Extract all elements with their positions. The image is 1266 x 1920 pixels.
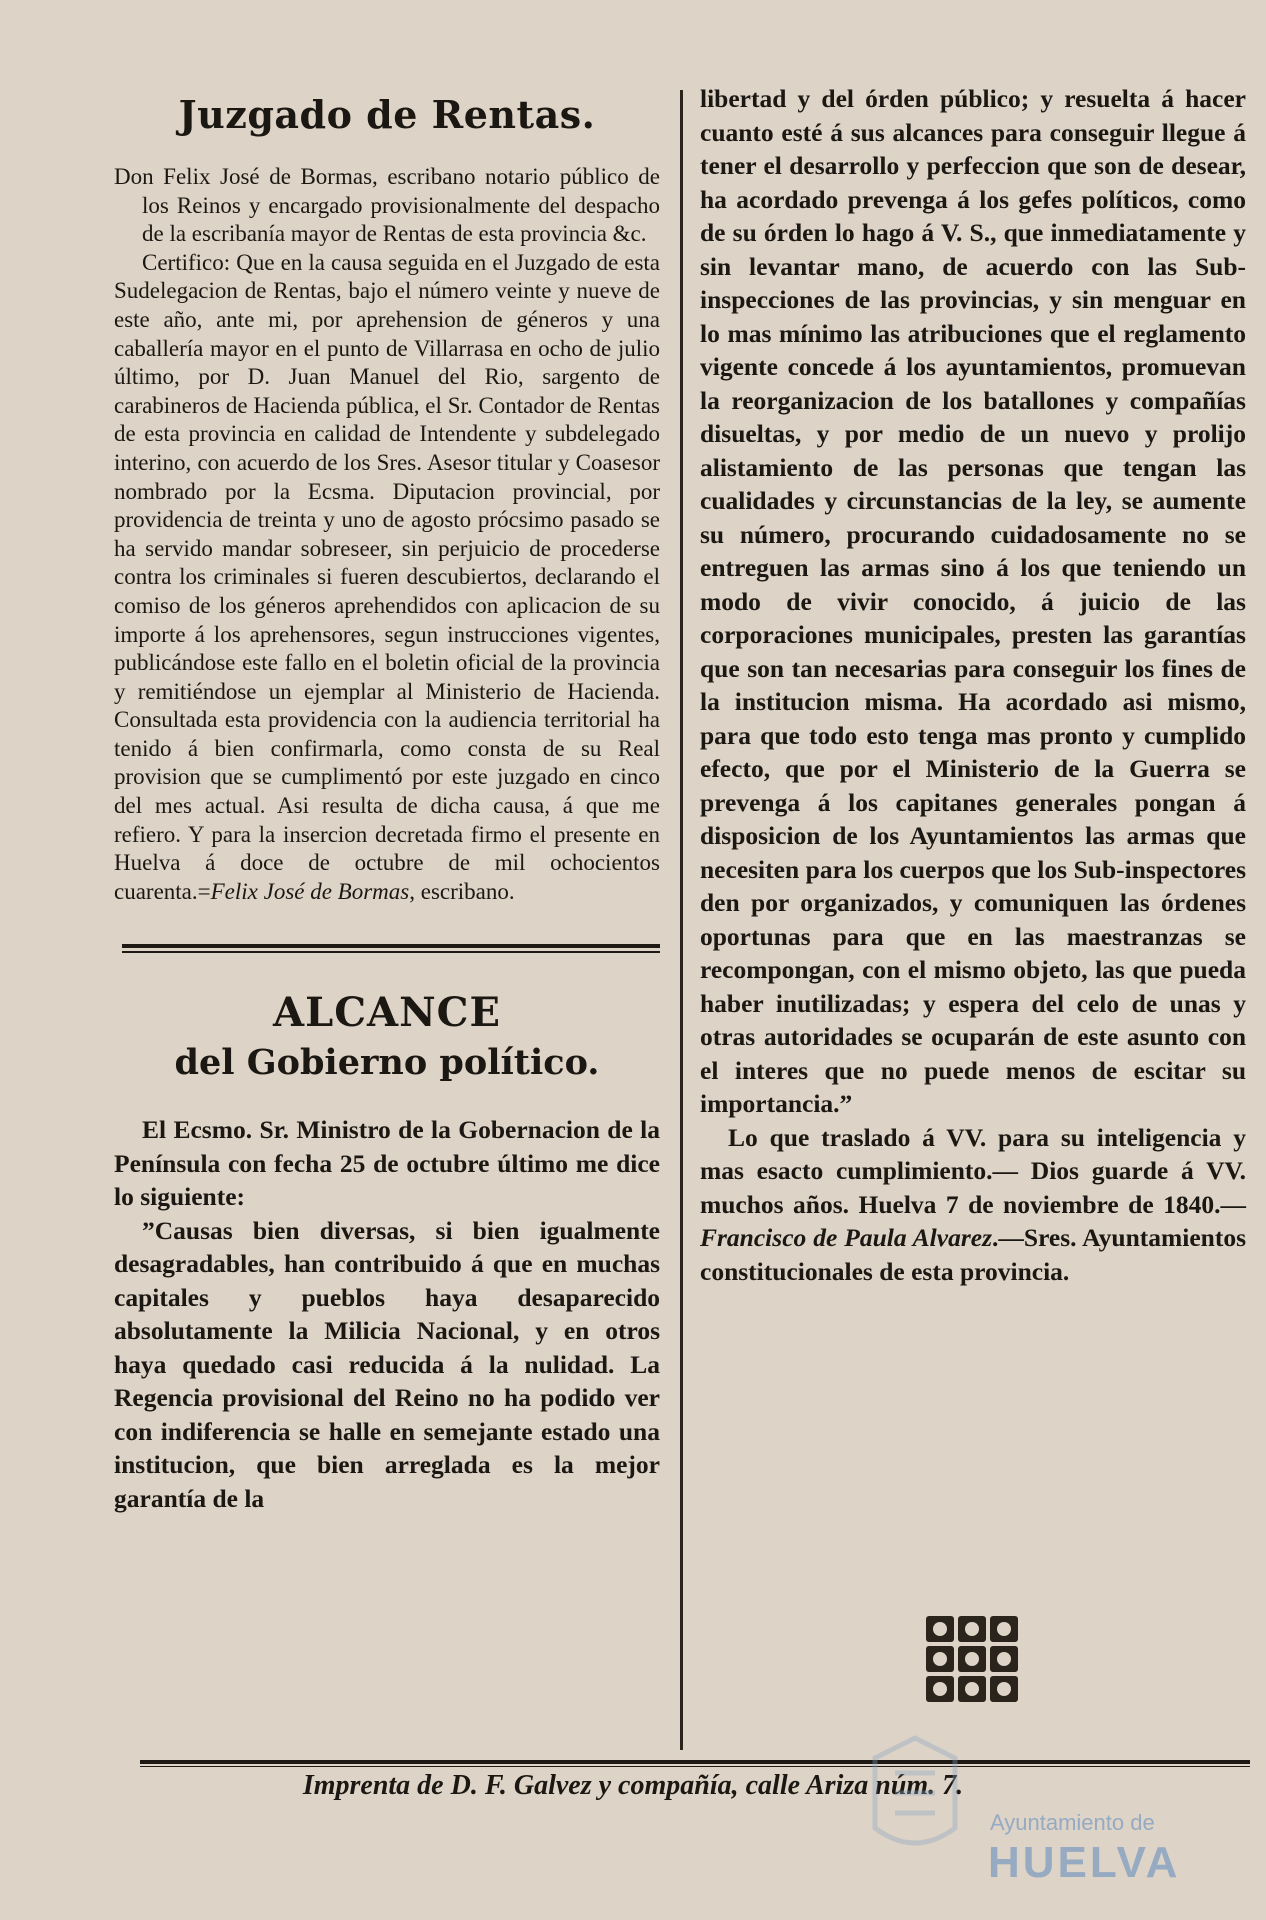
paragraph-preamble: Don Felix José de Bormas, escribano notario público de los Reinos y encargado provisionalmente del despacho de la escribanía mayor de Rentas de esta provincia &c. bbox=[114, 164, 660, 247]
section-title-alcance: ALCANCE bbox=[273, 989, 501, 1037]
imprint-line: Imprenta de D. F. Galvez y compañía, calle Ariza núm. 7. bbox=[302, 1770, 964, 1801]
paragraph-traslado bbox=[700, 1121, 1246, 1289]
paragraph-causas: ”Causas bien diversas, si bien igualmente desagradables, han contribuido á que en muchas capitales y pueblos haya desaparecido absolutamente la Milicia Nacional, y en otros haya quedado casi reducida á la nulidad. La Regencia provisional del Reino no ha podido ver con indiferencia se halle en semejante estado una institucion, que bien arreglada es la mejor garantía de la bbox=[114, 1215, 660, 1513]
watermark-line2: HUELVA bbox=[988, 1838, 1181, 1887]
paragraph-ministro: El Ecsmo. Sr. Ministro de la Gobernacion de la Península con fecha 25 de octubre último me dice lo siguiente: bbox=[114, 1115, 660, 1212]
traslado-text: Lo que traslado á VV. para su inteligencia y mas esacto cumplimiento.— Dios guarde á VV. muchos años. Huelva 7 de noviembre de 1840.— bbox=[700, 1122, 1246, 1219]
left-column bbox=[114, 88, 660, 1515]
paragraph-certifico bbox=[114, 249, 660, 907]
certifico-tail: , escribano. bbox=[409, 878, 515, 904]
printer-ornament-icon bbox=[922, 1612, 1022, 1706]
section-title-juzgado: Juzgado de Rentas. bbox=[178, 92, 596, 137]
watermark-line1: Ayuntamiento de bbox=[990, 1810, 1155, 1835]
traslado-signature: Francisco de Paula Alvarez bbox=[700, 1223, 993, 1252]
traslado-tail: .—Sres. Ayuntamientos constitucionales de esta provincia. bbox=[700, 1223, 1246, 1286]
section-divider bbox=[122, 944, 660, 948]
certifico-text: Certifico: Que en la causa seguida en el Juzgado de esta Sudelegacion de Rentas, bajo el número veinte y nueve de este año, ante mi, por aprehension de géneros y una caballería mayor en el punto de Villarrasa en ocho de julio último, por D. Juan Manuel del Rio, sargento de carabineros de Hacienda pública, el Sr. Contador de Rentas de esta provincia en calidad de Intendente y subdelegado interino, con acuerdo de los Sres. Asesor titular y Coasesor nombrado por la Ecsma. Diputacion provincial, por providencia de treinta y uno de agosto prócsimo pasado se ha servido mandar sobreseer, sin perjuicio de procederse contra los criminales si fueren descubiertos, declarando el comiso de los géneros aprehendidos con aplicacion de su importe á los aprehensores, segun instrucciones vigentes, publicándose este fallo en el boletin oficial de la provincia y remitiéndose un ejemplar al Ministerio de Hacienda. Consultada esta providencia con la audiencia territorial ha tenido á bien confirmarla, como consta de su Real provision que se cumplimentó por este juzgado en cinco del mes actual. Asi resulta de dicha causa, á que me refiero. Y para la insercion decretada firmo el presente en Huelva á doce de octubre de mil ochocientos cuarenta.= bbox=[114, 249, 660, 904]
section-divider-thin bbox=[122, 951, 660, 953]
right-column bbox=[700, 82, 1246, 1288]
section-subtitle-gobierno: del Gobierno político. bbox=[174, 1042, 600, 1084]
paragraph-continuation: libertad y del órden público; y resuelta á hacer cuanto esté á sus alcances para conseguir llegue á tener el desarrollo y perfeccion que son de desear, ha acordado prevenga á los gefes políticos, como de su órden lo hago á V. S., que inmediatamente y sin levantar mano, de acuerdo con las Sub-inspecciones de las provincias, y sin menguar en lo mas mínimo las atribuciones que el reglamento vigente concede á los ayuntamientos, promuevan la reorganizacion de los batallones y compañías disueltas, y por medio de un nuevo y prolijo alistamiento de las personas que tengan las cualidades y circunstancias de la ley, se aumente su número, procurando cuidadosamente no se entreguen las armas sino á los que teniendo un modo de vivir conocido, á juicio de las corporaciones municipales, presten las garantías que son tan necesarias para conseguir los fines de la institucion misma. Ha acordado asi mismo, para que todo esto tenga mas pronto y cumplido efecto, que por el Ministerio de la Guerra se prevenga á los capitanes generales pongan á disposicion de los Ayuntamientos las armas que necesiten para los cuerpos que los Sub-inspectores den por organizados, y comuniquen las órdenes oportunas para que en las maestranzas se recompongan, con el mismo objeto, las que pueda haber inutilizadas; y espera del celo de unas y otras autoridades se ocuparán de este asunto con el interes que no puede menos de escitar su importancia.” bbox=[700, 84, 1246, 1118]
column-rule bbox=[680, 90, 683, 1750]
certifico-signature: Felix José de Bormas bbox=[210, 878, 410, 904]
